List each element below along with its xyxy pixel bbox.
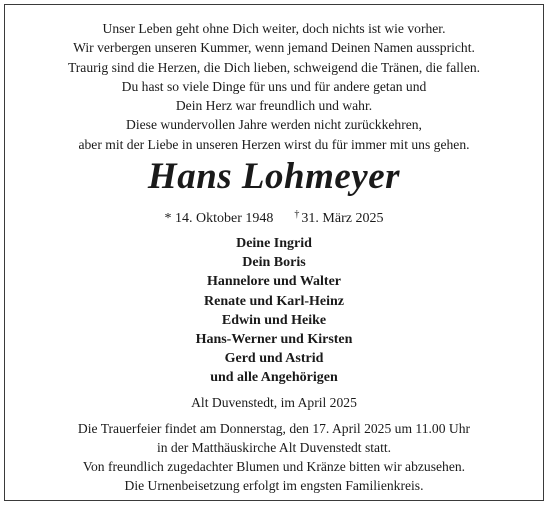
mourner: Dein Boris xyxy=(242,255,306,271)
mourner: Deine Ingrid xyxy=(236,236,312,251)
death-symbol: † xyxy=(294,209,300,220)
death-date: 31. März 2025 xyxy=(301,211,384,226)
mourner: Hans-Werner und Kirsten xyxy=(195,332,353,348)
poem-line: Wir verbergen unseren Kummer, wenn jemand Deinen Namen ausspricht. xyxy=(73,40,475,56)
notice-line: Die Urnenbeisetzung erfolgt im engsten Familienkreis. xyxy=(124,478,424,493)
mourner: Renate und Karl-Heinz xyxy=(204,293,344,309)
funeral-notice xyxy=(5,419,543,495)
mourner: Hannelore und Walter xyxy=(206,274,342,290)
poem-line: Unser Leben geht ohne Dich weiter, doch nichts ist wie vorher. xyxy=(102,21,446,36)
poem-line: Diese wundervollen Jahre werden nicht zurückkehren, xyxy=(126,117,422,133)
place-date: Alt Duvenstedt, im April 2025 xyxy=(191,395,357,410)
notice-line: Die Trauerfeier findet am Donnerstag, den 17. April 2025 um 11.00 Uhr xyxy=(77,421,471,436)
obituary-frame xyxy=(4,4,544,501)
life-dates xyxy=(5,205,543,229)
poem-line: aber mit der Liebe in unseren Herzen wirst du für immer mit uns gehen. xyxy=(78,136,470,152)
poem-line: Dein Herz war freundlich und wahr. xyxy=(175,98,373,114)
birth-date: 14. Oktober 1948 xyxy=(175,211,274,226)
mourner: Gerd und Astrid xyxy=(224,351,324,367)
poem-line: Traurig sind die Herzen, die Dich lieben, schweigend die Tränen, die fallen. xyxy=(67,59,481,75)
birth-symbol: * xyxy=(164,211,172,226)
notice-line: Von freundlich zugedachter Blumen und Kränze bitten wir abzusehen. xyxy=(82,459,466,474)
poem-line: Du hast so viele Dinge für uns und für andere getan und xyxy=(121,78,427,94)
deceased-name: Hans Lohmeyer xyxy=(147,156,401,197)
mourner: und alle Angehörigen xyxy=(210,370,338,386)
notice-line: in der Matthäuskirche Alt Duvenstedt statt. xyxy=(156,440,392,455)
mourners-list xyxy=(5,234,543,388)
mourner: Edwin und Heike xyxy=(221,312,327,328)
poem-block xyxy=(5,19,543,154)
